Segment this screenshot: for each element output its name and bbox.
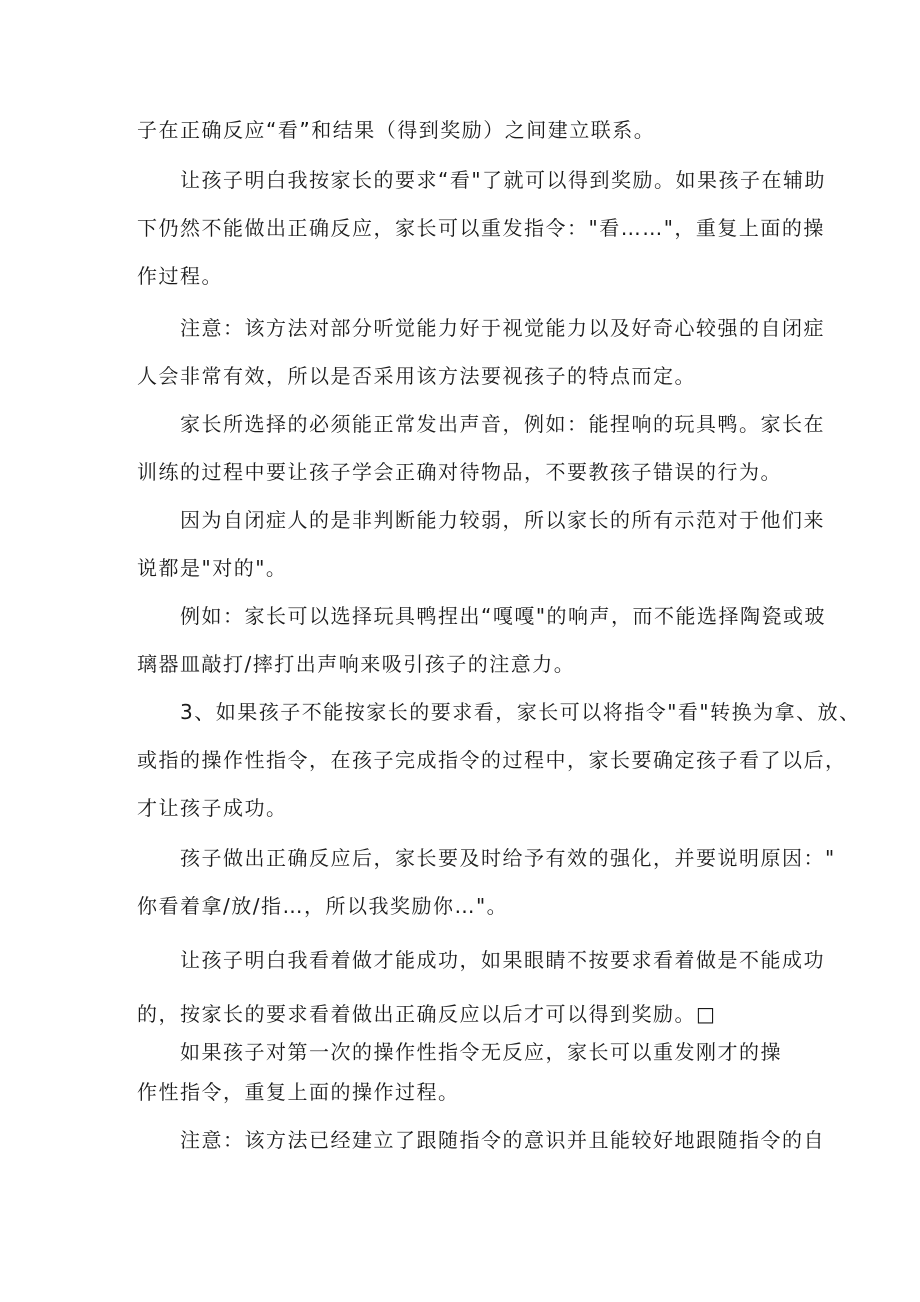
text-line: 子在正确反应“看”和结果（得到奖励）之间建立联系。 — [137, 118, 656, 142]
text-line: 注意：该方法对部分听觉能力好于视觉能力以及好奇心较强的自闭症 — [180, 316, 825, 340]
text-line: 的，按家长的要求看着做出正确反应以后才可以得到奖励。□ — [137, 1002, 717, 1026]
text-line: 或指的操作性指令，在孩子完成指令的过程中，家长要确定孩子看了以后， — [137, 748, 847, 772]
text-line: 因为自闭症人的是非判断能力较弱，所以家长的所有示范对于他们来 — [180, 508, 825, 532]
text-line: 孩子做出正确反应后，家长要及时给予有效的强化，并要说明原因：" — [180, 846, 836, 870]
text-line: 下仍然不能做出正确反应，家长可以重发指令："看……"，重复上面的操 — [137, 216, 825, 240]
text-line: 人会非常有效，所以是否采用该方法要视孩子的特点而定。 — [137, 364, 696, 388]
text-line: 3、如果孩子不能按家长的要求看，家长可以将指令"看"转换为拿、放、 — [180, 700, 861, 724]
text-line: 作过程。 — [137, 264, 223, 288]
text-line: 如果孩子对第一次的操作性指令无反应，家长可以重发刚才的操 — [180, 1040, 782, 1064]
text-line: 说都是"对的"。 — [137, 556, 288, 580]
text-line: 你看着拿/放/指…，所以我奖励你…"。 — [137, 894, 509, 918]
text-line: 家长所选择的必须能正常发出声音，例如：能捏响的玩具鸭。家长在 — [180, 412, 825, 436]
text-line: 注意：该方法已经建立了跟随指令的意识并且能较好地跟随指令的自 — [180, 1128, 825, 1152]
text-line: 让孩子明白我按家长的要求“看"了就可以得到奖励。如果孩子在辅助 — [180, 168, 827, 192]
text-line: 才让孩子成功。 — [137, 796, 288, 820]
text-line: 训练的过程中要让孩子学会正确对待物品，不要教孩子错误的行为。 — [137, 460, 782, 484]
text-line: 让孩子明白我看着做才能成功，如果眼睛不按要求看着做是不能成功 — [180, 948, 825, 972]
text-line: 作性指令，重复上面的操作过程。 — [137, 1080, 460, 1104]
text-line: 璃器皿敲打/摔打出声响来吸引孩子的注意力。 — [137, 652, 576, 676]
text-line: 例如：家长可以选择玩具鸭捏出“嘎嘎"的响声，而不能选择陶瓷或玻 — [180, 604, 827, 628]
